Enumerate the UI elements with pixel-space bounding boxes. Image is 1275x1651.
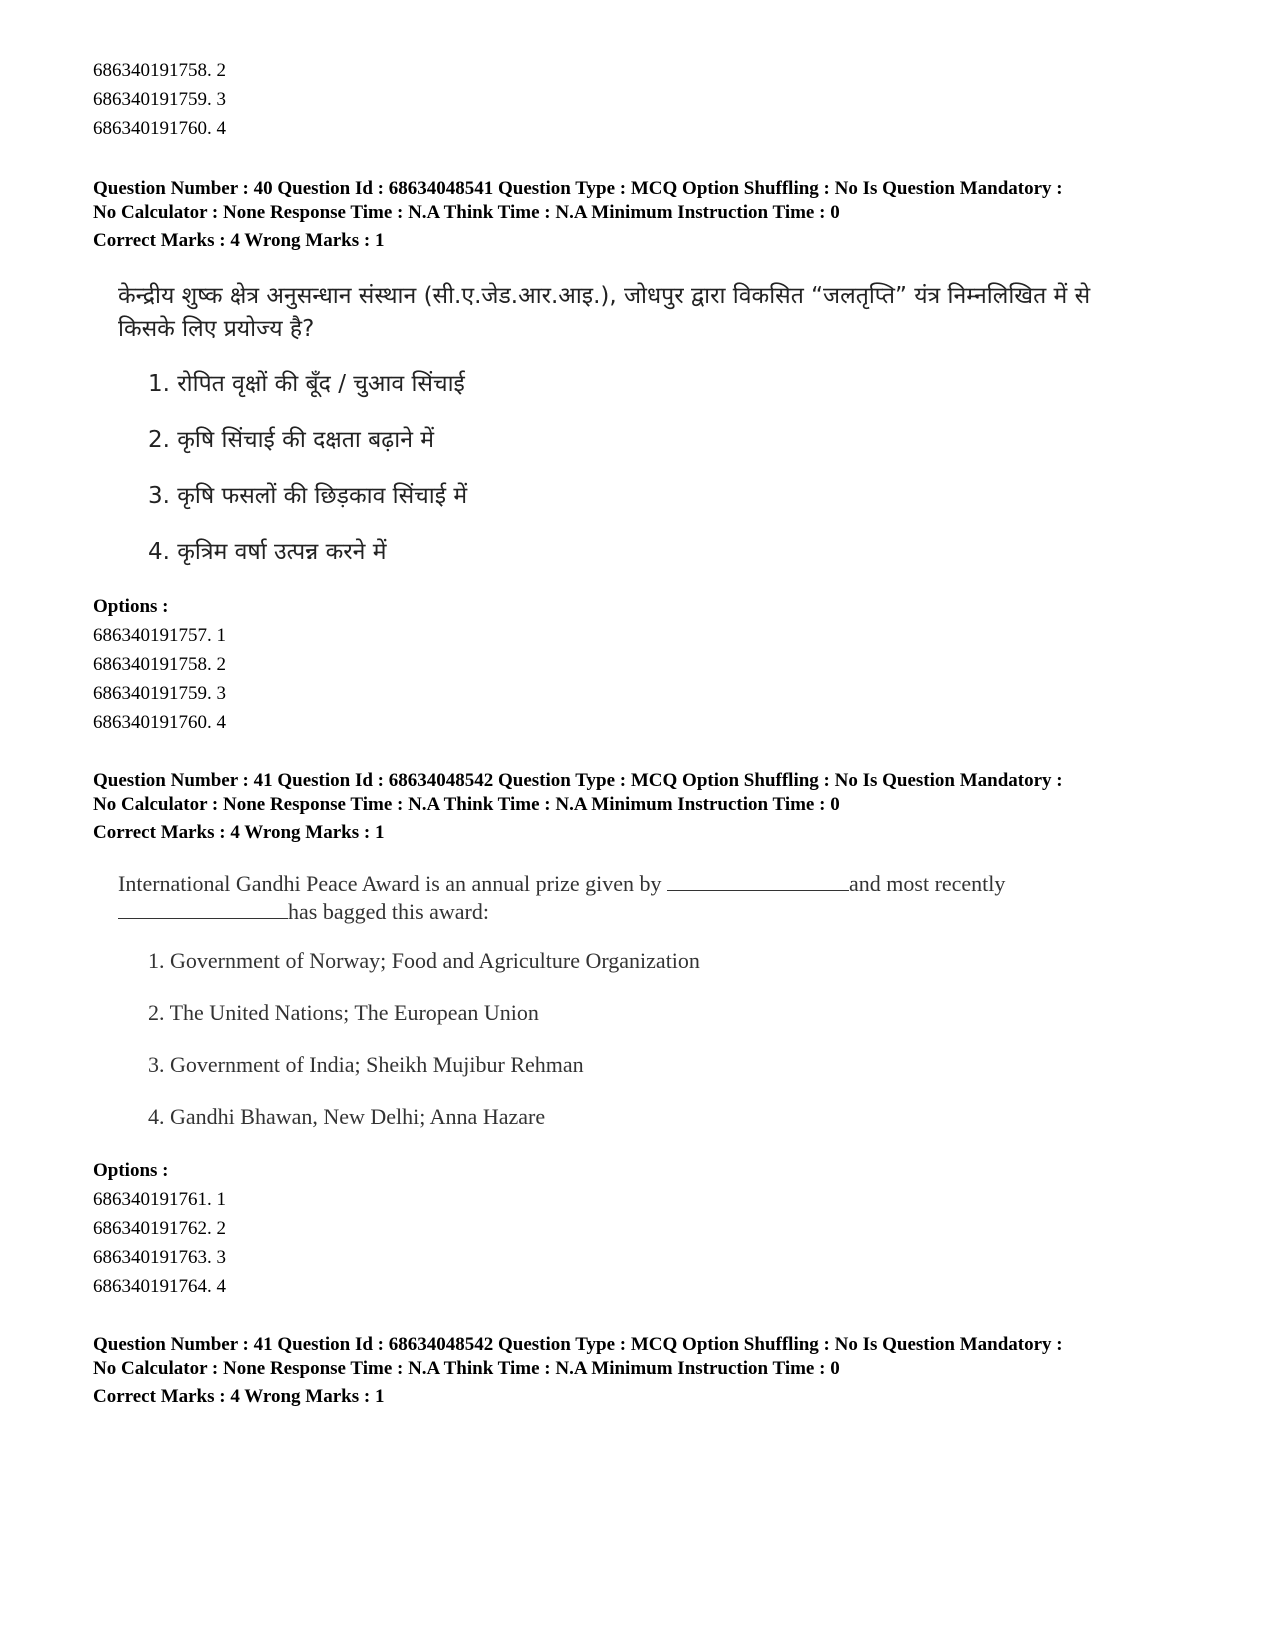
question-meta-line1: Question Number : 40 Question Id : 68634048541 Question Type : MCQ Option Shuffling : No Is Question Mandatory : <box>93 178 1063 199</box>
answer-blank <box>667 889 849 891</box>
question-text-part2: and most recently <box>849 871 1006 896</box>
option-line: 686340191760. 4 <box>93 712 226 733</box>
question-41-choice-4: 4. Gandhi Bhawan, New Delhi; Anna Hazare <box>148 1104 546 1129</box>
question-text-line2: किसके लिए प्रयोज्य है? <box>118 316 315 342</box>
question-text-line1 <box>118 870 1005 898</box>
question-marks: Correct Marks : 4 Wrong Marks : 1 <box>93 230 385 251</box>
question-marks: Correct Marks : 4 Wrong Marks : 1 <box>93 822 385 843</box>
question-meta-line1: Question Number : 41 Question Id : 68634048542 Question Type : MCQ Option Shuffling : No Is Question Mandatory : <box>93 1334 1063 1355</box>
question-40-options <box>93 592 1213 737</box>
prev-options-list <box>93 56 1213 143</box>
question-41-header <box>93 769 1213 845</box>
question-meta-line2: No Calculator : None Response Time : N.A Think Time : N.A Minimum Instruction Time : 0 <box>93 794 840 815</box>
option-line: 686340191760. 4 <box>93 118 226 139</box>
question-40-text <box>118 280 1090 346</box>
question-marks: Correct Marks : 4 Wrong Marks : 1 <box>93 1386 385 1407</box>
answer-blank <box>118 917 288 919</box>
question-text-part3: has bagged this award: <box>288 899 489 924</box>
question-meta-line1: Question Number : 41 Question Id : 68634048542 Question Type : MCQ Option Shuffling : No Is Question Mandatory : <box>93 770 1063 791</box>
option-line: 686340191758. 2 <box>93 654 226 675</box>
question-41-choice-2: 2. The United Nations; The European Union <box>148 1000 539 1025</box>
question-41-choice-3: 3. Government of India; Sheikh Mujibur Rehman <box>148 1052 584 1077</box>
question-40-choice-2: 2. कृषि सिंचाई की दक्षता बढ़ाने में <box>148 427 435 453</box>
question-text-line1: केन्द्रीय शुष्क क्षेत्र अनुसन्धान संस्थान (सी.ए.जेड.आर.आइ.), जोधपुर द्वारा विकसित “जलतृप्ति” यंत्र निम्नलिखित में से <box>118 283 1091 309</box>
question-41-options <box>93 1156 1213 1301</box>
question-meta-line2: No Calculator : None Response Time : N.A Think Time : N.A Minimum Instruction Time : 0 <box>93 202 840 223</box>
question-40-choice-3: 3. कृषि फसलों की छिड़काव सिंचाई में <box>148 483 468 509</box>
question-40-header <box>93 177 1213 253</box>
option-line: 686340191763. 3 <box>93 1247 226 1268</box>
options-label: Options : <box>93 596 169 617</box>
option-line: 686340191757. 1 <box>93 625 226 646</box>
question-text-part1: International Gandhi Peace Award is an annual prize given by <box>118 871 662 896</box>
question-meta-line2: No Calculator : None Response Time : N.A Think Time : N.A Minimum Instruction Time : 0 <box>93 1358 840 1379</box>
option-line: 686340191758. 2 <box>93 60 226 81</box>
option-line: 686340191761. 1 <box>93 1189 226 1210</box>
question-text-line2 <box>118 898 1005 926</box>
question-40-choice-4: 4. कृत्रिम वर्षा उत्पन्न करने में <box>148 539 387 565</box>
option-line: 686340191759. 3 <box>93 89 226 110</box>
option-line: 686340191764. 4 <box>93 1276 226 1297</box>
option-line: 686340191759. 3 <box>93 683 226 704</box>
options-label: Options : <box>93 1160 169 1181</box>
question-41-text <box>118 870 1005 926</box>
question-40-choice-1: 1. रोपित वृक्षों की बूँद / चुआव सिंचाई <box>148 371 465 397</box>
option-line: 686340191762. 2 <box>93 1218 226 1239</box>
question-41-repeat-header <box>93 1333 1213 1409</box>
question-41-choice-1: 1. Government of Norway; Food and Agriculture Organization <box>148 948 700 973</box>
